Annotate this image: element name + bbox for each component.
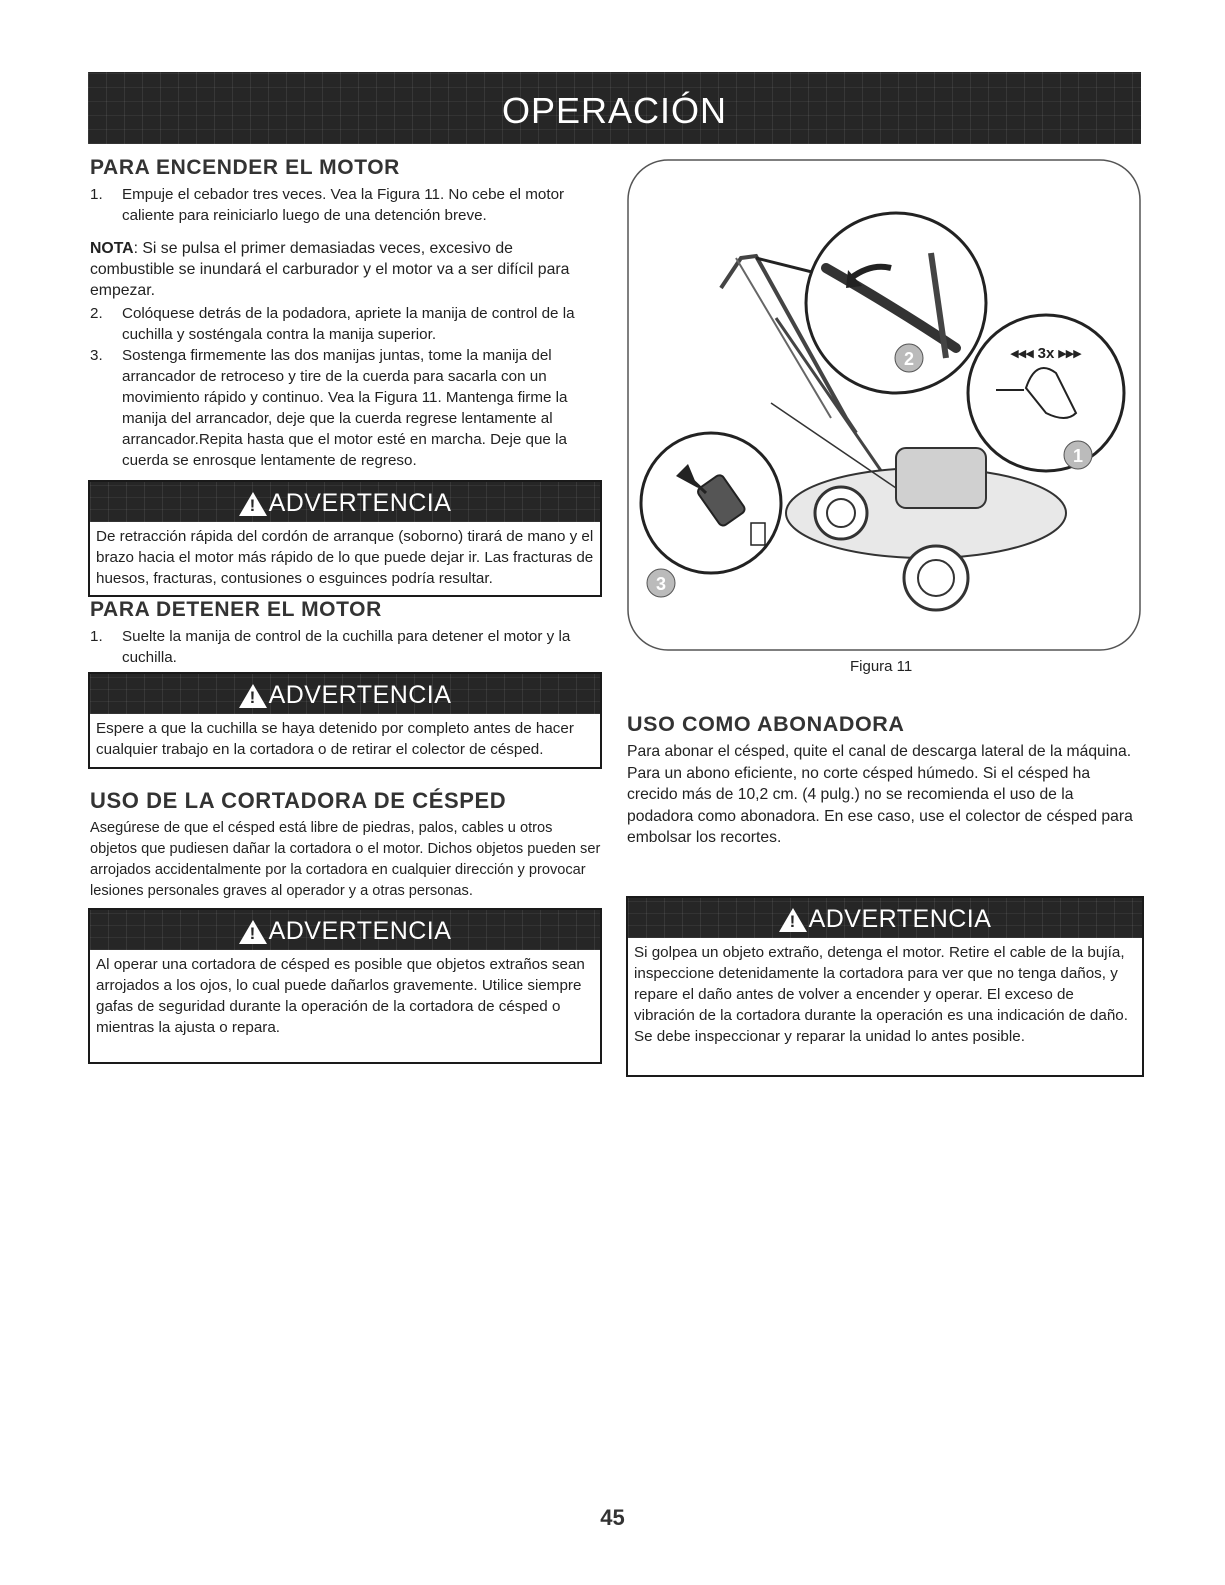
figure-11	[626, 158, 1142, 654]
callout-2: 2	[903, 349, 915, 369]
list-item	[90, 303, 600, 345]
mulch-text: Para abonar el césped, quite el canal de descarga lateral de la máquina. Para un abono eficiente, no corte césped húmedo. Si el césped ha crecido más de 10,2 cm. (4 pulg.) no se recomienda el uso de la podadora como abonadora. En ese caso, use el colector de césped para embolsar los recortes.	[627, 743, 1133, 846]
list-item	[90, 626, 600, 668]
step-number: 1.	[90, 628, 103, 645]
start-steps-list	[90, 184, 600, 226]
step-text: Empuje el cebador tres veces. Vea la Figura 11. No cebe el motor caliente para reiniciarlo luego de una detención breve.	[122, 186, 565, 224]
section-title: OPERACIÓN	[501, 90, 728, 131]
warning-box	[88, 908, 602, 1064]
mower-use-heading: USO DE LA CORTADORA DE CÉSPED	[90, 788, 507, 813]
warning-text: Espere a que la cuchilla se haya detenido por completo antes de hacer cualquier trabajo en la cortadora o de retirar el colector de césped.	[96, 720, 574, 758]
warning-header	[90, 674, 600, 714]
control-bar-detail	[806, 213, 986, 393]
primer-label: ◂◂◂ 3x ▸▸▸	[1010, 345, 1082, 362]
mower-use-section	[90, 788, 602, 902]
wheel-icon	[904, 546, 968, 610]
start-engine-section	[90, 156, 600, 471]
warning-triangle-icon: !	[239, 492, 267, 516]
step-text: Colóquese detrás de la podadora, apriete la manija de control de la cuchilla y sosténgala contra la manija superior.	[122, 305, 575, 343]
start-engine-heading: PARA ENCENDER EL MOTOR	[90, 156, 400, 179]
warning-header	[90, 482, 600, 522]
warning-title: ADVERTENCIA	[268, 489, 452, 517]
warning-header	[90, 910, 600, 950]
note-text: : Si se pulsa el primer demasiadas veces, excesivo de combustible se inundará el carburador y el motor va a ser difícil para empezar.	[90, 240, 570, 299]
warning-box	[88, 672, 602, 769]
stop-steps-list	[90, 626, 600, 668]
warning-triangle-icon: !	[779, 908, 807, 932]
warning-text: De retracción rápida del cordón de arranque (soborno) tirará de mano y el brazo hacia el motor más rápido de lo que puede dejar ir. Las fracturas de huesos, fracturas, contusiones o esguinces podría resultar.	[96, 528, 594, 587]
warning-box	[88, 480, 602, 597]
list-item	[90, 345, 600, 471]
step-text: Suelte la manija de control de la cuchilla para detener el motor y la cuchilla.	[122, 628, 571, 666]
mulch-heading: USO COMO ABONADORA	[627, 712, 905, 736]
step-number: 2.	[90, 305, 103, 322]
warning-triangle-icon: !	[239, 684, 267, 708]
engine-icon	[896, 448, 986, 508]
callout-1: 1	[1072, 446, 1084, 466]
mulch-section	[627, 712, 1141, 849]
warning-text: Si golpea un objeto extraño, detenga el motor. Retire el cable de la bujía, inspeccione detenidamente la cortadora para ver que no tenga daños, y repare el daño antes de volver a encender y operar. El exceso de vibración de la cortadora durante la operación es una indicación de daño. Se debe inspeccionar y reparar la unidad lo antes posible.	[634, 944, 1128, 1045]
warning-triangle-icon: !	[239, 920, 267, 944]
step-number: 3.	[90, 347, 103, 364]
wheel-icon	[815, 487, 867, 539]
warning-title: ADVERTENCIA	[268, 681, 452, 709]
warning-title: ADVERTENCIA	[808, 905, 992, 933]
stop-engine-section	[90, 598, 600, 668]
lawn-mower-illustration	[626, 158, 1142, 654]
stop-engine-heading: PARA DETENER EL MOTOR	[90, 598, 382, 621]
warning-header	[628, 898, 1142, 938]
page-number: 45	[600, 1505, 625, 1530]
start-steps-list-2	[90, 303, 600, 471]
mower-use-text: Asegúrese de que el césped está libre de piedras, palos, cables u otros objetos que pudiesen dañar la cortadora o el motor. Dichos objetos pueden ser arrojados accidentalmente por la cortadora en cualquier dirección y provocar lesiones personales graves al operador y a otras personas.	[90, 820, 601, 899]
warning-title: ADVERTENCIA	[268, 917, 452, 945]
list-item	[90, 184, 600, 226]
figure-caption: Figura 11	[850, 658, 913, 675]
section-banner	[88, 72, 1141, 144]
callout-3: 3	[655, 574, 667, 594]
warning-box	[626, 896, 1144, 1077]
note-label: NOTA	[90, 240, 134, 257]
step-text: Sostenga firmemente las dos manijas juntas, tome la manija del arrancador de retroceso y tire de la cuerda para sacarla con un movimiento rápido y continuo. Vea la Figura 11. Mantenga firme la manija del arrancador, deje que la cuerda regrese lentamente al arrancador.Repita hasta que el motor esté en marcha. Deje que la cuerda se enrosque lentamente de regreso.	[122, 347, 568, 469]
warning-text: Al operar una cortadora de césped es posible que objetos extraños sean arrojados a los ojos, lo cual puede dañarlos gravemente. Utilice siempre gafas de seguridad durante la operación de la cortadora de césped o mientras la ajusta o repara.	[96, 956, 585, 1036]
note-paragraph	[90, 238, 600, 301]
step-number: 1.	[90, 186, 103, 203]
